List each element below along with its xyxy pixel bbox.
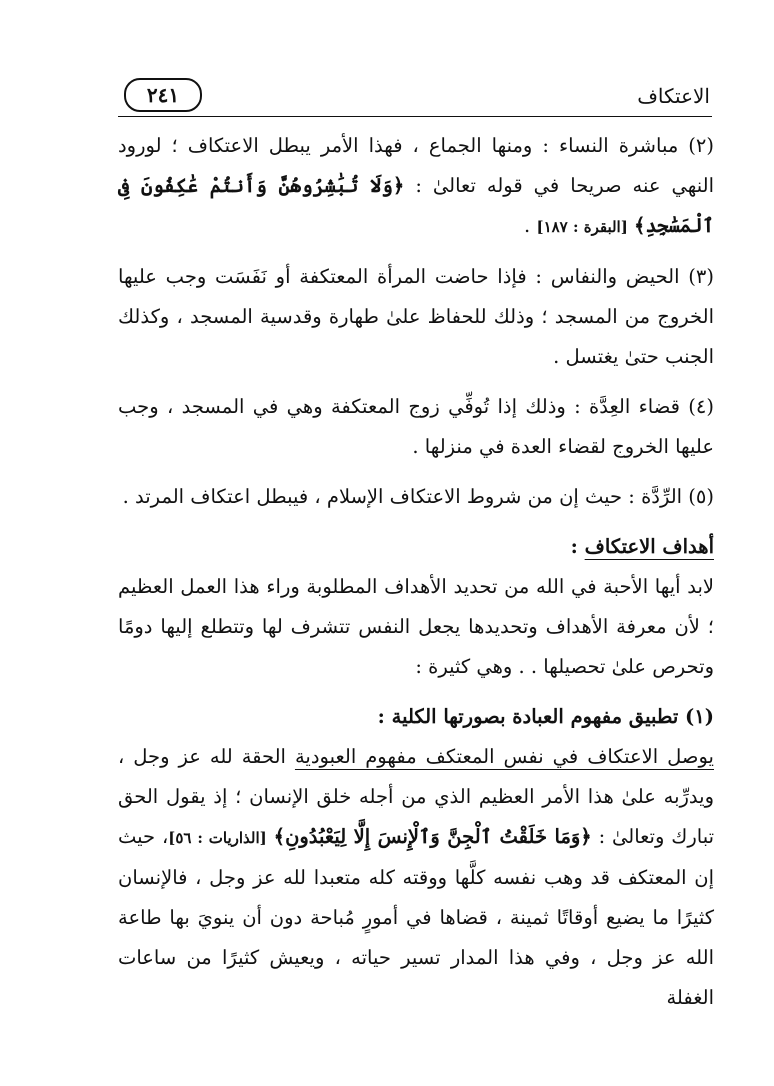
verse-reference-2: [الذاريات : ٥٦]: [168, 829, 267, 847]
header-rule: [118, 116, 712, 117]
page-body: [118, 126, 714, 1018]
verse-reference-1: [البقرة : ١٨٧]: [536, 218, 628, 236]
quran-verse-1: ﴿وَلَا تُبَٰشِرُوهُنَّ وَأَنتُمْ عَٰكِفُونَ فِى ٱلْمَسَٰجِدِ﴾: [118, 174, 714, 237]
page-number: ٢٤١: [124, 78, 202, 112]
subheading-1: (١) تطبيق مفهوم العبادة بصورتها الكلية :: [377, 705, 714, 728]
section-heading: [118, 527, 714, 567]
running-title: الاعتكاف: [637, 84, 710, 108]
paragraph-6-text: الحقة لله عز وجل ، ويدرِّبه علىٰ هذا الأمر العظيم الذي من أجله خلق الإنسان ؛ إذ يقول الحق تبارك وتعالىٰ :: [118, 745, 715, 848]
paragraph-3: (٤) قضاء العِدَّة : وذلك إذا تُوفِّي زوج المعتكفة وهي في المسجد ، وجب عليها الخروج لقضاء العدة في منزلها .: [118, 395, 714, 458]
paragraph-6-underlined: يوصل الاعتكاف في نفس المعتكف مفهوم العبودية: [294, 745, 714, 768]
quran-verse-2: ﴿وَمَا خَلَقْتُ ٱلْجِنَّ وَٱلْإِنسَ إِلَّا لِيَعْبُدُونِ﴾: [273, 825, 592, 848]
section-heading-text: أهداف الاعتكاف: [584, 535, 714, 558]
section-heading-colon: :: [570, 535, 585, 558]
paragraph-6: [118, 737, 714, 1018]
paragraph-1-end: .: [524, 214, 537, 237]
paragraph-2: (٣) الحيض والنفاس : فإذا حاضت المرأة المعتكفة أو نَفَسَت وجب عليها الخروج من المسجد ؛ وذلك للحفاظ علىٰ طهارة وقدسية المسجد ، وكذلك الجنب حتىٰ يغتسل .: [118, 265, 714, 368]
paragraph-4: (٥) الرِّدَّة : حيث إن من شروط الاعتكاف الإسلام ، فيبطل اعتكاف المرتد .: [122, 485, 714, 508]
page-header: [118, 70, 710, 118]
paragraph-5: لابد أيها الأحبة في الله من تحديد الأهداف المطلوبة وراء هذا العمل العظيم ؛ لأن معرفة الأهداف وتحديدها يجعل النفس تتشرف لها وتتطلع إليها دومًا وتحرص علىٰ تحصيلها . . وهي كثيرة :: [118, 575, 714, 678]
paragraph-1: [118, 126, 714, 247]
paragraph-1-text: (٢) مباشرة النساء : ومنها الجماع ، فهذا الأمر يبطل الاعتكاف ؛ لورود النهي عنه صريحا في قوله تعالىٰ :: [118, 134, 714, 197]
paragraph-6-rest: ، حيث إن المعتكف قد وهب نفسه كلَّها ووقته كله متعبدا لله عز وجل ، فالإنسان كثيرًا ما يضيع أوقاتًا ثمينة ، قضاها في أمورٍ مُباحة دون أن ينويَ بها طاعة الله عز وجل ، وفي هذا المدار تسير حياته ، ويعيش كثيرًا من ساعات الغفلة: [118, 825, 714, 1009]
